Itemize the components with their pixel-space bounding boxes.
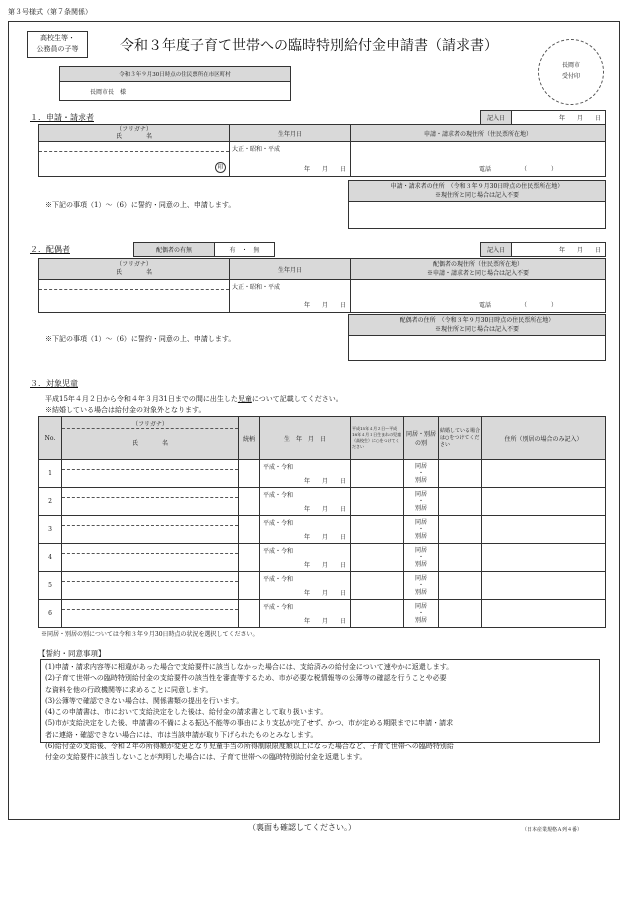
child-eras: 平成・令和 [263,464,294,471]
child-row [39,488,606,516]
pledge-item: (4)この申請書は、市において支給決定をした後は、給付金の請求書として取り扱います。 [45,708,328,717]
back-note: （裏面も確認してください。） [248,823,356,832]
child-h15-field[interactable] [351,488,404,516]
child-live-option-2: 別居 [414,561,427,568]
child-dob-field[interactable] [260,572,351,600]
pledge-item: (6)給付金の支給後、令和２年の所得額が変更となり児童手当の所得制限限度額以上になった場合など、子育て世帯への臨時特別給 [45,742,454,751]
child-no: 1 [39,460,62,488]
s2-phone-label: 電話 [479,302,492,309]
s1-phone-parens: （ ） [521,166,558,173]
pledge-item: (1)申請・請求内容等に相違があった場合で支給要件に該当しなかった場合には、支給済みの給付金について速やかに返還します。 [45,663,454,671]
child-live-option-1: 同居 [414,603,427,610]
s2-entry-date-label: 記入日 [481,243,512,257]
s1-entry-date-field[interactable]: 年 月 日 [512,111,606,125]
child-furigana-line [62,525,238,526]
col-no: No. [39,417,62,460]
s1-past-address-note: ※現住所と同じ場合は記入不要 [434,192,519,199]
child-eras: 平成・令和 [263,576,294,583]
child-live-separator: ・ [417,610,424,617]
child-dob-field[interactable] [260,460,351,488]
municipality-label: 令和３年９月30日時点の住民票所在市区町村 [60,67,291,82]
child-live-choice[interactable] [404,600,439,628]
child-ymd: 年 月 日 [303,618,346,625]
s1-entry-date [480,110,606,125]
pledges-box [40,659,600,762]
col-address: 住所（別居の場合のみ記入） [482,417,606,460]
s2-address-header [351,259,606,280]
child-dob-field[interactable] [260,516,351,544]
child-h15-field[interactable] [351,544,404,572]
child-live-choice[interactable] [404,460,439,488]
child-eras: 平成・令和 [263,492,294,499]
section-2-heading: ２．配偶者 [30,245,70,254]
child-name-field[interactable] [62,544,239,572]
s3-intro-1-a: 平成15年４月２日から令和４年３月31日までの間に出生した [45,395,238,403]
child-live-option-2: 別居 [414,617,427,624]
child-live-separator: ・ [417,526,424,533]
s2-address-field[interactable] [351,280,606,313]
child-live-separator: ・ [417,554,424,561]
s2-name-label: 氏 名 [115,269,152,276]
child-no: 6 [39,600,62,628]
s2-dob-header: 生年月日 [230,259,351,280]
child-married-field[interactable] [439,516,482,544]
child-live-option-1: 同居 [414,575,427,582]
s1-past-address-label: 申請・請求者の住所 （令和３年９月30日時点の住民票所在地） [390,183,564,190]
s2-past-address-note: ※現住所と同じ場合は記入不要 [434,326,519,333]
child-name-field[interactable] [62,572,239,600]
s1-address-header: 申請・請求者の現住所（住民票所在地） [351,125,606,142]
s2-past-address-field[interactable] [349,336,606,361]
child-address-field[interactable] [482,516,606,544]
child-live-option-1: 同居 [414,519,427,526]
s1-ymd: 年 月 日 [303,166,346,173]
pledge-item: 者に連絡・確認できない場合には、市は当該申請が取り下げられたものとみなします。 [45,730,318,739]
section-1-heading: １．申請・請求者 [30,113,94,122]
s2-spouse-table [38,258,606,313]
child-married-field[interactable] [439,544,482,572]
s2-entry-date [480,242,606,257]
category-line-2: 公務員の子等 [36,45,79,53]
s1-phone-label: 電話 [479,166,492,173]
col-livestatus: 同居・別居の別 [404,417,439,460]
children-table [38,416,606,628]
s2-name-header [39,259,230,280]
s1-name-label: 氏 名 [115,133,152,140]
child-eras: 平成・令和 [263,604,294,611]
s2-phone-parens: （ ） [521,302,558,309]
child-furigana-line [62,469,238,470]
s2-ymd: 年 月 日 [303,302,346,309]
s1-past-address-field[interactable] [349,202,606,229]
child-address-field[interactable] [482,600,606,628]
child-live-choice[interactable] [404,488,439,516]
s1-furigana-line [39,151,229,152]
col-dob: 生 年 月 日 [260,417,351,460]
child-h15-field[interactable] [351,516,404,544]
col-married: 結婚している場合は○をつけてください [439,417,482,460]
child-row [39,516,606,544]
child-dob-field[interactable] [260,600,351,628]
pledge-item: (3)公簿等で確認できない場合は、関係書類の提出を行います。 [45,696,244,705]
child-ymd: 年 月 日 [303,590,346,597]
s2-address-note: ※申請・請求者と同じ場合は記入不要 [426,270,529,277]
child-married-field[interactable] [439,488,482,516]
s1-entry-date-label: 記入日 [481,111,512,125]
child-furigana-line [62,609,238,610]
s2-past-address [348,314,606,361]
child-live-choice[interactable] [404,572,439,600]
col-relation: 続柄 [239,417,260,460]
section-3-heading: ３．対象児童 [30,379,78,388]
child-h15-field[interactable] [351,600,404,628]
form-number: 第３号様式（第７条関係） [8,8,92,16]
col-furigana-label: （フリガナ） [132,421,168,428]
child-h15-field[interactable] [351,572,404,600]
col-name-label: 氏 名 [131,439,168,447]
s2-has-spouse-label: 配偶者の有無 [134,243,215,257]
child-address-field[interactable] [482,544,606,572]
child-no: 5 [39,572,62,600]
s1-name-header [39,125,230,142]
s3-intro-1-b: 児童 [237,395,252,403]
child-live-option-2: 別居 [414,477,427,484]
s2-entry-date-field[interactable]: 年 月 日 [512,243,606,257]
child-relation-field[interactable] [239,516,260,544]
child-furigana-line [62,581,238,582]
s1-pledge-note: ※下記の事項（1）～（6）に誓約・同意の上、申請します。 [45,201,236,209]
child-live-option-2: 別居 [414,533,427,540]
s1-applicant-table [38,124,606,177]
child-address-field[interactable] [482,460,606,488]
s3-footnote: ※同居・別居の別については令和３年９月30日時点の状況を選択してください。 [41,631,259,638]
s1-dob-header: 生年月日 [230,125,351,142]
stamp-line-1: 長岡市 [561,62,580,69]
s1-eras: 大正・昭和・平成 [232,146,281,153]
s1-name-field[interactable] [39,142,230,177]
child-ymd: 年 月 日 [303,506,346,513]
col-furigana-line [62,428,238,429]
child-row [39,600,606,628]
paper-size: （日本産業規格Ａ列４番） [522,827,583,833]
child-furigana-line [62,497,238,498]
child-live-option-2: 別居 [414,505,427,512]
s2-furigana-line [39,289,229,290]
s1-address-field[interactable] [351,142,606,177]
s3-intro-2: ※結婚している場合は給付金の対象外となります。 [45,406,206,414]
pledge-item: 付金の支給要件に該当しないことが判明した場合には、子育て世帯への臨時特別給付金を返還します。 [45,753,367,762]
child-married-field[interactable] [439,572,482,600]
s2-name-field[interactable] [39,280,230,313]
child-relation-field[interactable] [239,460,260,488]
form-title: 令和３年度子育て世帯への臨時特別給付金申請書（請求書） [120,38,498,54]
s2-address-label: 配偶者の現住所（住民票所在地） [432,261,523,268]
s3-intro-1-c: について記載してください。 [251,395,343,403]
child-row [39,572,606,600]
child-ymd: 年 月 日 [303,534,346,541]
addressee[interactable]: 長岡市長 様 [60,82,291,101]
child-ymd: 年 月 日 [303,562,346,569]
child-row [39,544,606,572]
child-h15-field[interactable] [351,460,404,488]
child-eras: 平成・令和 [263,520,294,527]
child-name-field[interactable] [62,488,239,516]
child-ymd: 年 月 日 [303,478,346,485]
s2-has-spouse-choice[interactable]: 有 ・ 無 [215,243,275,257]
child-name-field[interactable] [62,600,239,628]
child-relation-field[interactable] [239,600,260,628]
s3-intro-1 [45,394,343,404]
reception-stamp-circle [538,39,604,105]
child-address-field[interactable] [482,572,606,600]
child-married-field[interactable] [439,460,482,488]
child-dob-field[interactable] [260,544,351,572]
child-furigana-line [62,553,238,554]
s1-furigana-label: （フリガナ） [116,126,152,133]
child-no: 4 [39,544,62,572]
pledge-item: (2)子育て世帯への臨時特別給付金の支給要件の該当性を審査等するため、市が必要な税情報等の公簿等の確認を行うことや必要 [45,674,447,683]
s1-past-address-header [349,181,606,202]
municipality-box [59,66,291,101]
child-address-field[interactable] [482,488,606,516]
child-relation-field[interactable] [239,488,260,516]
child-name-field[interactable] [62,460,239,488]
child-dob-field[interactable] [260,488,351,516]
child-live-option-1: 同居 [414,547,427,554]
child-live-separator: ・ [417,582,424,589]
seal-mark-icon: 印 [215,162,226,173]
child-married-field[interactable] [439,600,482,628]
col-name [62,417,239,460]
child-relation-field[interactable] [239,572,260,600]
child-live-option-1: 同居 [414,463,427,470]
s2-has-spouse [133,242,275,257]
child-name-field[interactable] [62,516,239,544]
s1-past-address [348,180,606,229]
s2-past-address-header [349,315,606,336]
child-live-choice[interactable] [404,544,439,572]
child-row [39,460,606,488]
child-eras: 平成・令和 [263,548,294,555]
pledge-item: な資料を他の行政機関等に求めることに同意します。 [45,685,213,694]
col-h15: 平成15年４月２日～平成18年４月１日生まれの児童（高校生）に○をつけてください [351,417,404,460]
stamp-line-2: 受付印 [561,73,580,80]
child-live-separator: ・ [417,470,424,477]
child-relation-field[interactable] [239,544,260,572]
child-no: 3 [39,516,62,544]
child-no: 2 [39,488,62,516]
s1-dob-field[interactable] [230,142,351,177]
child-live-option-1: 同居 [414,491,427,498]
s2-past-address-label: 配偶者の住所 （令和３年９月30日時点の住民票所在地） [399,317,555,324]
category-line-1: 高校生等・ [40,34,75,42]
child-live-choice[interactable] [404,516,439,544]
s2-dob-field[interactable] [230,280,351,313]
child-live-separator: ・ [417,498,424,505]
pledge-item: (5)市が支給決定をした後、申請書の不備による振込不能等の事由により支払が完了せず、かつ、市が定める期限までに申請・請求 [45,719,454,728]
s2-pledge-note: ※下記の事項（1）～（6）に誓約・同意の上、申請します。 [45,335,236,343]
child-live-option-2: 別居 [414,589,427,596]
pledges-heading: 【誓約・同意事項】 [38,649,106,658]
s2-furigana-label: （フリガナ） [116,261,152,268]
category-box [27,31,88,58]
s2-eras: 大正・昭和・平成 [232,284,281,291]
